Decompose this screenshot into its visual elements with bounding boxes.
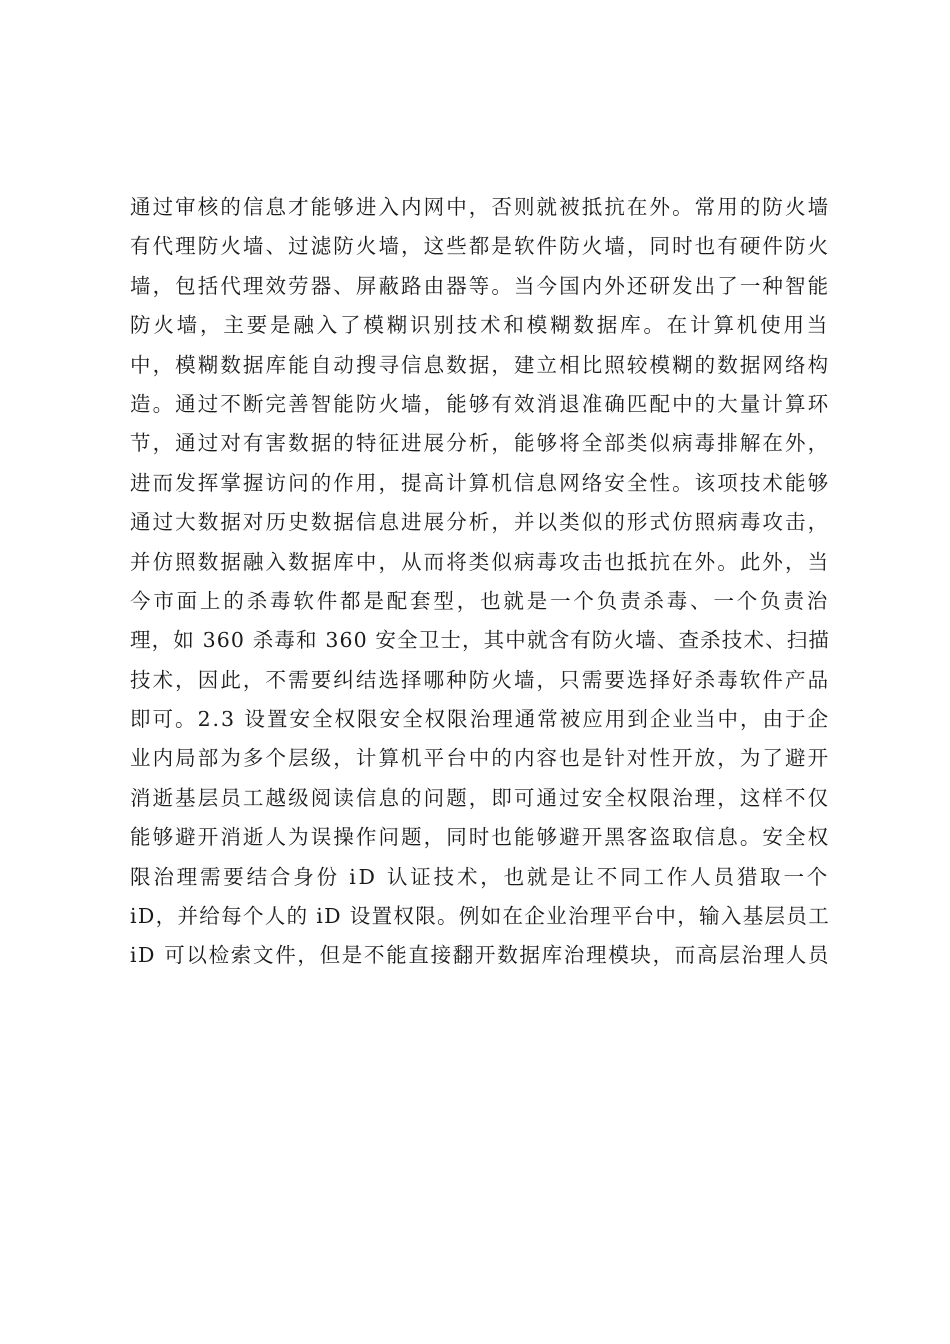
text-line: 通过大数据对历史数据信息进展分析，并以类似的形式仿照病毒攻击， <box>130 510 830 535</box>
text-line: 即可。2.3 设置安全权限安全权限治理通常被应用到企业当中，由于企 <box>130 707 830 732</box>
text-line: 消逝基层员工越级阅读信息的问题，即可通过安全权限治理，这样不仅 <box>130 785 830 810</box>
text-line: 节，通过对有害数据的特征进展分析，能够将全部类似病毒排解在外， <box>130 431 830 456</box>
text-line: 技术，因此，不需要纠结选择哪种防火墙，只需要选择好杀毒软件产品 <box>130 667 830 692</box>
text-line: 防火墙，主要是融入了模糊识别技术和模糊数据库。在计算机使用当 <box>130 313 830 338</box>
body-paragraph <box>130 188 830 976</box>
text-line: 限治理需要结合身份 iD 认证技术，也就是让不同工作人员猎取一个 <box>130 864 830 889</box>
text-line: iD 可以检索文件，但是不能直接翻开数据库治理模块，而高层治理人员 <box>130 943 830 968</box>
text-line: 通过审核的信息才能够进入内网中，否则就被抵抗在外。常用的防火墙 <box>130 195 830 219</box>
text-line: 墙，包括代理效劳器、屏蔽路由器等。当今国内外还研发出了一种智能 <box>130 273 830 298</box>
text-line: 今市面上的杀毒软件都是配套型，也就是一个负责杀毒、一个负责治 <box>130 588 830 613</box>
text-line: 中，模糊数据库能自动搜寻信息数据，建立相比照较模糊的数据网络构 <box>130 352 830 377</box>
text-line: iD，并给每个人的 iD 设置权限。例如在企业治理平台中，输入基层员工 <box>130 904 830 929</box>
text-line: 有代理防火墙、过滤防火墙，这些都是软件防火墙，同时也有硬件防火 <box>130 234 830 259</box>
text-line: 并仿照数据融入数据库中，从而将类似病毒攻击也抵抗在外。此外，当 <box>130 549 830 574</box>
text-line: 进而发挥掌握访问的作用，提高计算机信息网络安全性。该项技术能够 <box>130 470 830 495</box>
text-line: 能够避开消逝人为误操作问题，同时也能够避开黑客盗取信息。安全权 <box>130 825 830 850</box>
text-line: 理，如 360 杀毒和 360 安全卫士，其中就含有防火墙、查杀技术、扫描 <box>130 628 830 653</box>
text-line: 业内局部为多个层级，计算机平台中的内容也是针对性开放，为了避开 <box>130 746 830 771</box>
text-line: 造。通过不断完善智能防火墙，能够有效消退准确匹配中的大量计算环 <box>130 391 830 416</box>
